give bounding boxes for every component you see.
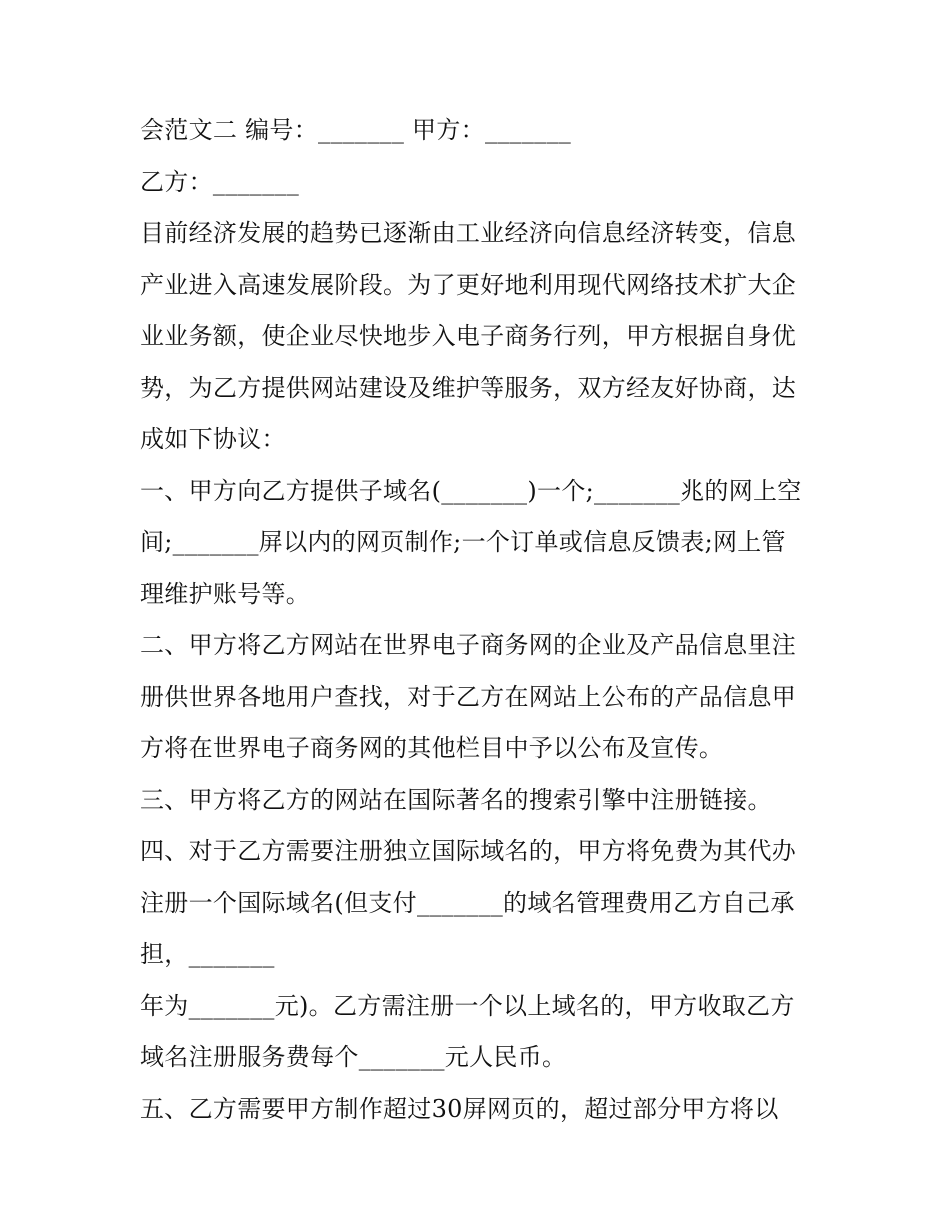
doc-line-clause-1: 间;_______屏以内的网页制作;一个订单或信息反馈表;网上管 bbox=[140, 528, 786, 556]
doc-line-intro: 势，为乙方提供网站建设及维护等服务，双方经友好协商，达 bbox=[140, 373, 797, 402]
doc-line-clause-4: 注册一个国际域名(但支付_______的域名管理费用乙方自己承 bbox=[140, 888, 795, 917]
doc-line-clause-4: 四、对于乙方需要注册独立国际域名的，甲方将免费为其代办 bbox=[140, 837, 797, 865]
doc-line-clause-5: 五、乙方需要甲方制作超过30屏网页的，超过部分甲方将以 bbox=[140, 1094, 779, 1123]
doc-line-intro: 成如下协议： bbox=[140, 425, 286, 453]
doc-line-clause-3: 三、甲方将乙方的网站在国际著名的搜索引擎中注册链接。 bbox=[140, 785, 772, 814]
doc-line-clause-1: 一、甲方向乙方提供子域名(_______)一个;_______兆的网上空 bbox=[140, 476, 802, 505]
doc-line-intro: 业业务额，使企业尽快地步入电子商务行列，甲方根据自身优 bbox=[140, 322, 797, 350]
doc-line-clause-2: 二、甲方将乙方网站在世界电子商务网的企业及产品信息里注 bbox=[140, 631, 797, 659]
document-page bbox=[140, 110, 820, 1140]
doc-line-party-b: 乙方：_______ bbox=[140, 167, 299, 196]
doc-line-intro: 产业进入高速发展阶段。为了更好地利用现代网络技术扩大企 bbox=[140, 270, 797, 299]
doc-line-header: 会范文二 编号：_______ 甲方：_______ bbox=[140, 116, 572, 144]
doc-line-clause-1: 理维护账号等。 bbox=[140, 579, 311, 608]
doc-line-intro: 目前经济发展的趋势已逐渐由工业经济向信息经济转变，信息 bbox=[140, 219, 797, 247]
doc-line-clause-2: 册供世界各地用户查找，对于乙方在网站上公布的产品信息甲 bbox=[140, 682, 797, 711]
doc-line-clause-4: 担，_______ bbox=[140, 940, 275, 968]
doc-line-clause-2: 方将在世界电子商务网的其他栏目中予以公布及宣传。 bbox=[140, 734, 724, 762]
doc-line-clause-4: 年为_______元)。乙方需注册一个以上域名的，甲方收取乙方 bbox=[140, 991, 795, 1020]
doc-line-clause-4: 域名注册服务费每个_______元人民币。 bbox=[140, 1043, 567, 1071]
